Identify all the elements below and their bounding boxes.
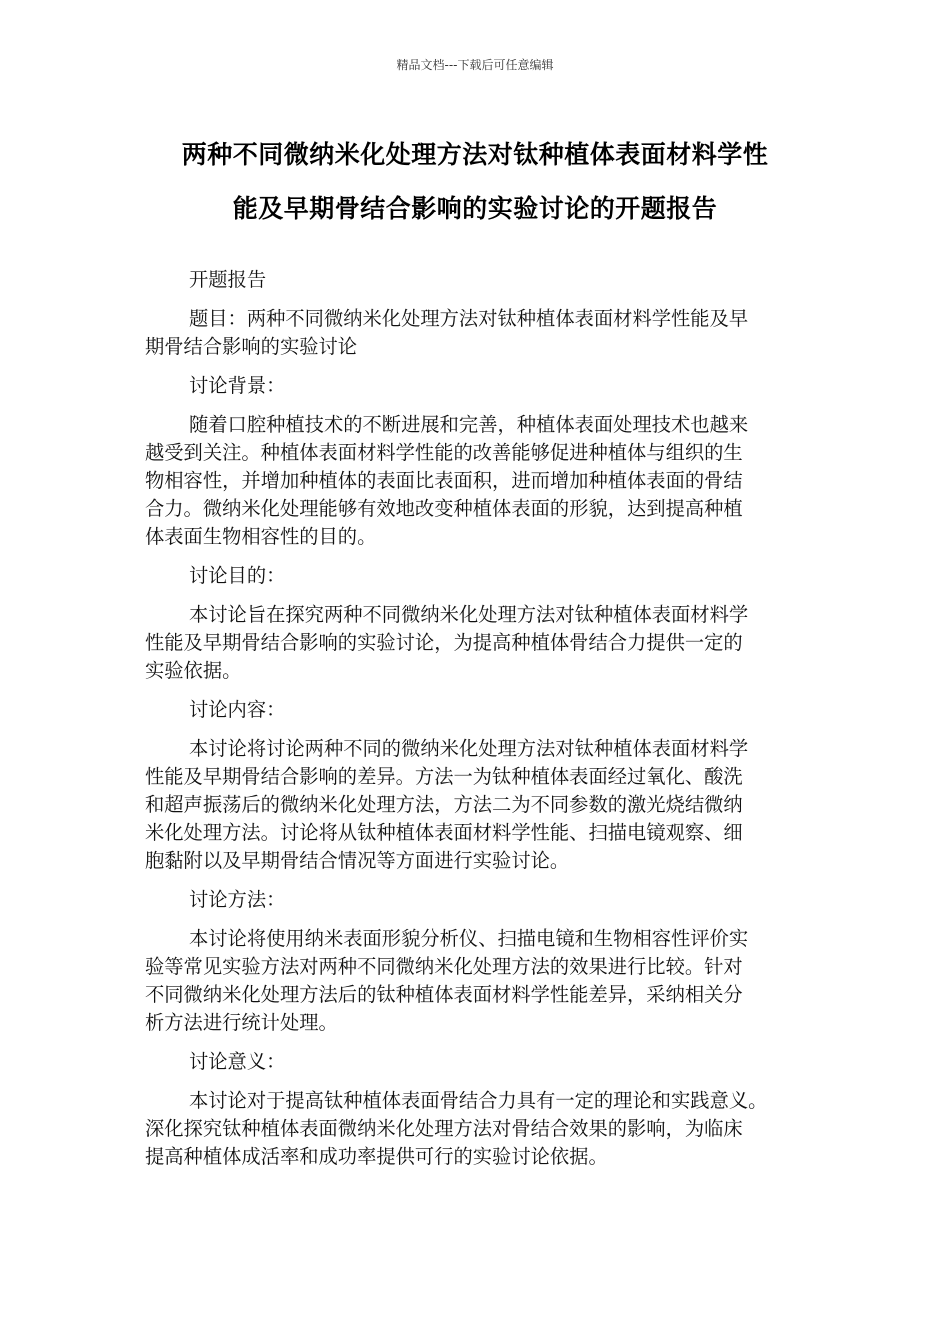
topic-paragraph xyxy=(145,305,800,361)
document-title xyxy=(140,128,810,236)
text-line: 期骨结合影响的实验讨论 xyxy=(145,335,358,358)
text-line: 性能及早期骨结合影响的实验讨论，为提高种植体骨结合力提供一定的 xyxy=(145,631,743,654)
section-heading: 讨论方法： xyxy=(189,888,286,911)
title-line: 能及早期骨结合影响的实验讨论的开题报告 xyxy=(232,194,718,223)
background-heading xyxy=(145,372,800,400)
text-line: 物相容性，并增加种植体的表面比表面积，进而增加种植体表面的骨结 xyxy=(145,469,743,492)
background-paragraph xyxy=(145,411,800,551)
text-line: 实验依据。 xyxy=(145,659,242,682)
text-line: 析方法进行统计处理。 xyxy=(145,1011,338,1034)
text-line: 深化探究钛种植体表面微纳米化处理方法对骨结合效果的影响，为临床 xyxy=(145,1117,743,1140)
text-line: 越受到关注。种植体表面材料学性能的改善能够促进种植体与组织的生 xyxy=(145,441,743,464)
text-line: 米化处理方法。讨论将从钛种植体表面材料学性能、扫描电镜观察、细 xyxy=(145,821,743,844)
text-line: 本讨论将讨论两种不同的微纳米化处理方法对钛种植体表面材料学 xyxy=(189,737,749,760)
text-line: 体表面生物相容性的目的。 xyxy=(145,525,377,548)
report-label: 开题报告 xyxy=(189,268,267,291)
section-heading: 讨论意义： xyxy=(189,1050,286,1073)
text-line: 题目：两种不同微纳米化处理方法对钛种植体表面材料学性能及早 xyxy=(189,307,749,330)
significance-heading xyxy=(145,1048,800,1076)
section-heading: 讨论目的： xyxy=(189,564,286,587)
text-line: 提高种植体成活率和成功率提供可行的实验讨论依据。 xyxy=(145,1145,608,1168)
purpose-paragraph xyxy=(145,601,800,685)
page-header: 精品文档---下载后可任意编辑 xyxy=(396,58,554,72)
text-line: 本讨论对于提高钛种植体表面骨结合力具有一定的理论和实践意义。 xyxy=(189,1089,768,1112)
text-line: 随着口腔种植技术的不断进展和完善，种植体表面处理技术也越来 xyxy=(189,413,749,436)
text-line: 本讨论将使用纳米表面形貌分析仪、扫描电镜和生物相容性评价实 xyxy=(189,927,749,950)
content-heading xyxy=(145,696,800,724)
document-body xyxy=(145,266,800,1182)
title-line: 两种不同微纳米化处理方法对钛种植体表面材料学性 xyxy=(181,140,769,169)
text-line: 不同微纳米化处理方法后的钛种植体表面材料学性能差异，采纳相关分 xyxy=(145,983,743,1006)
text-line: 性能及早期骨结合影响的差异。方法一为钛种植体表面经过氧化、酸洗 xyxy=(145,765,743,788)
section-heading: 讨论内容： xyxy=(189,698,286,721)
text-line: 和超声振荡后的微纳米化处理方法，方法二为不同参数的激光烧结微纳 xyxy=(145,793,743,816)
text-line: 验等常见实验方法对两种不同微纳米化处理方法的效果进行比较。针对 xyxy=(145,955,743,978)
method-heading xyxy=(145,886,800,914)
text-line: 胞黏附以及早期骨结合情况等方面进行实验讨论。 xyxy=(145,849,570,872)
text-line: 本讨论旨在探究两种不同微纳米化处理方法对钛种植体表面材料学 xyxy=(189,603,749,626)
purpose-heading xyxy=(145,562,800,590)
content-paragraph xyxy=(145,735,800,875)
significance-paragraph xyxy=(145,1087,800,1171)
section-heading: 讨论背景： xyxy=(189,374,286,397)
text-line: 合力。微纳米化处理能够有效地改变种植体表面的形貌，达到提高种植 xyxy=(145,497,743,520)
method-paragraph xyxy=(145,925,800,1037)
report-label-paragraph xyxy=(145,266,800,294)
